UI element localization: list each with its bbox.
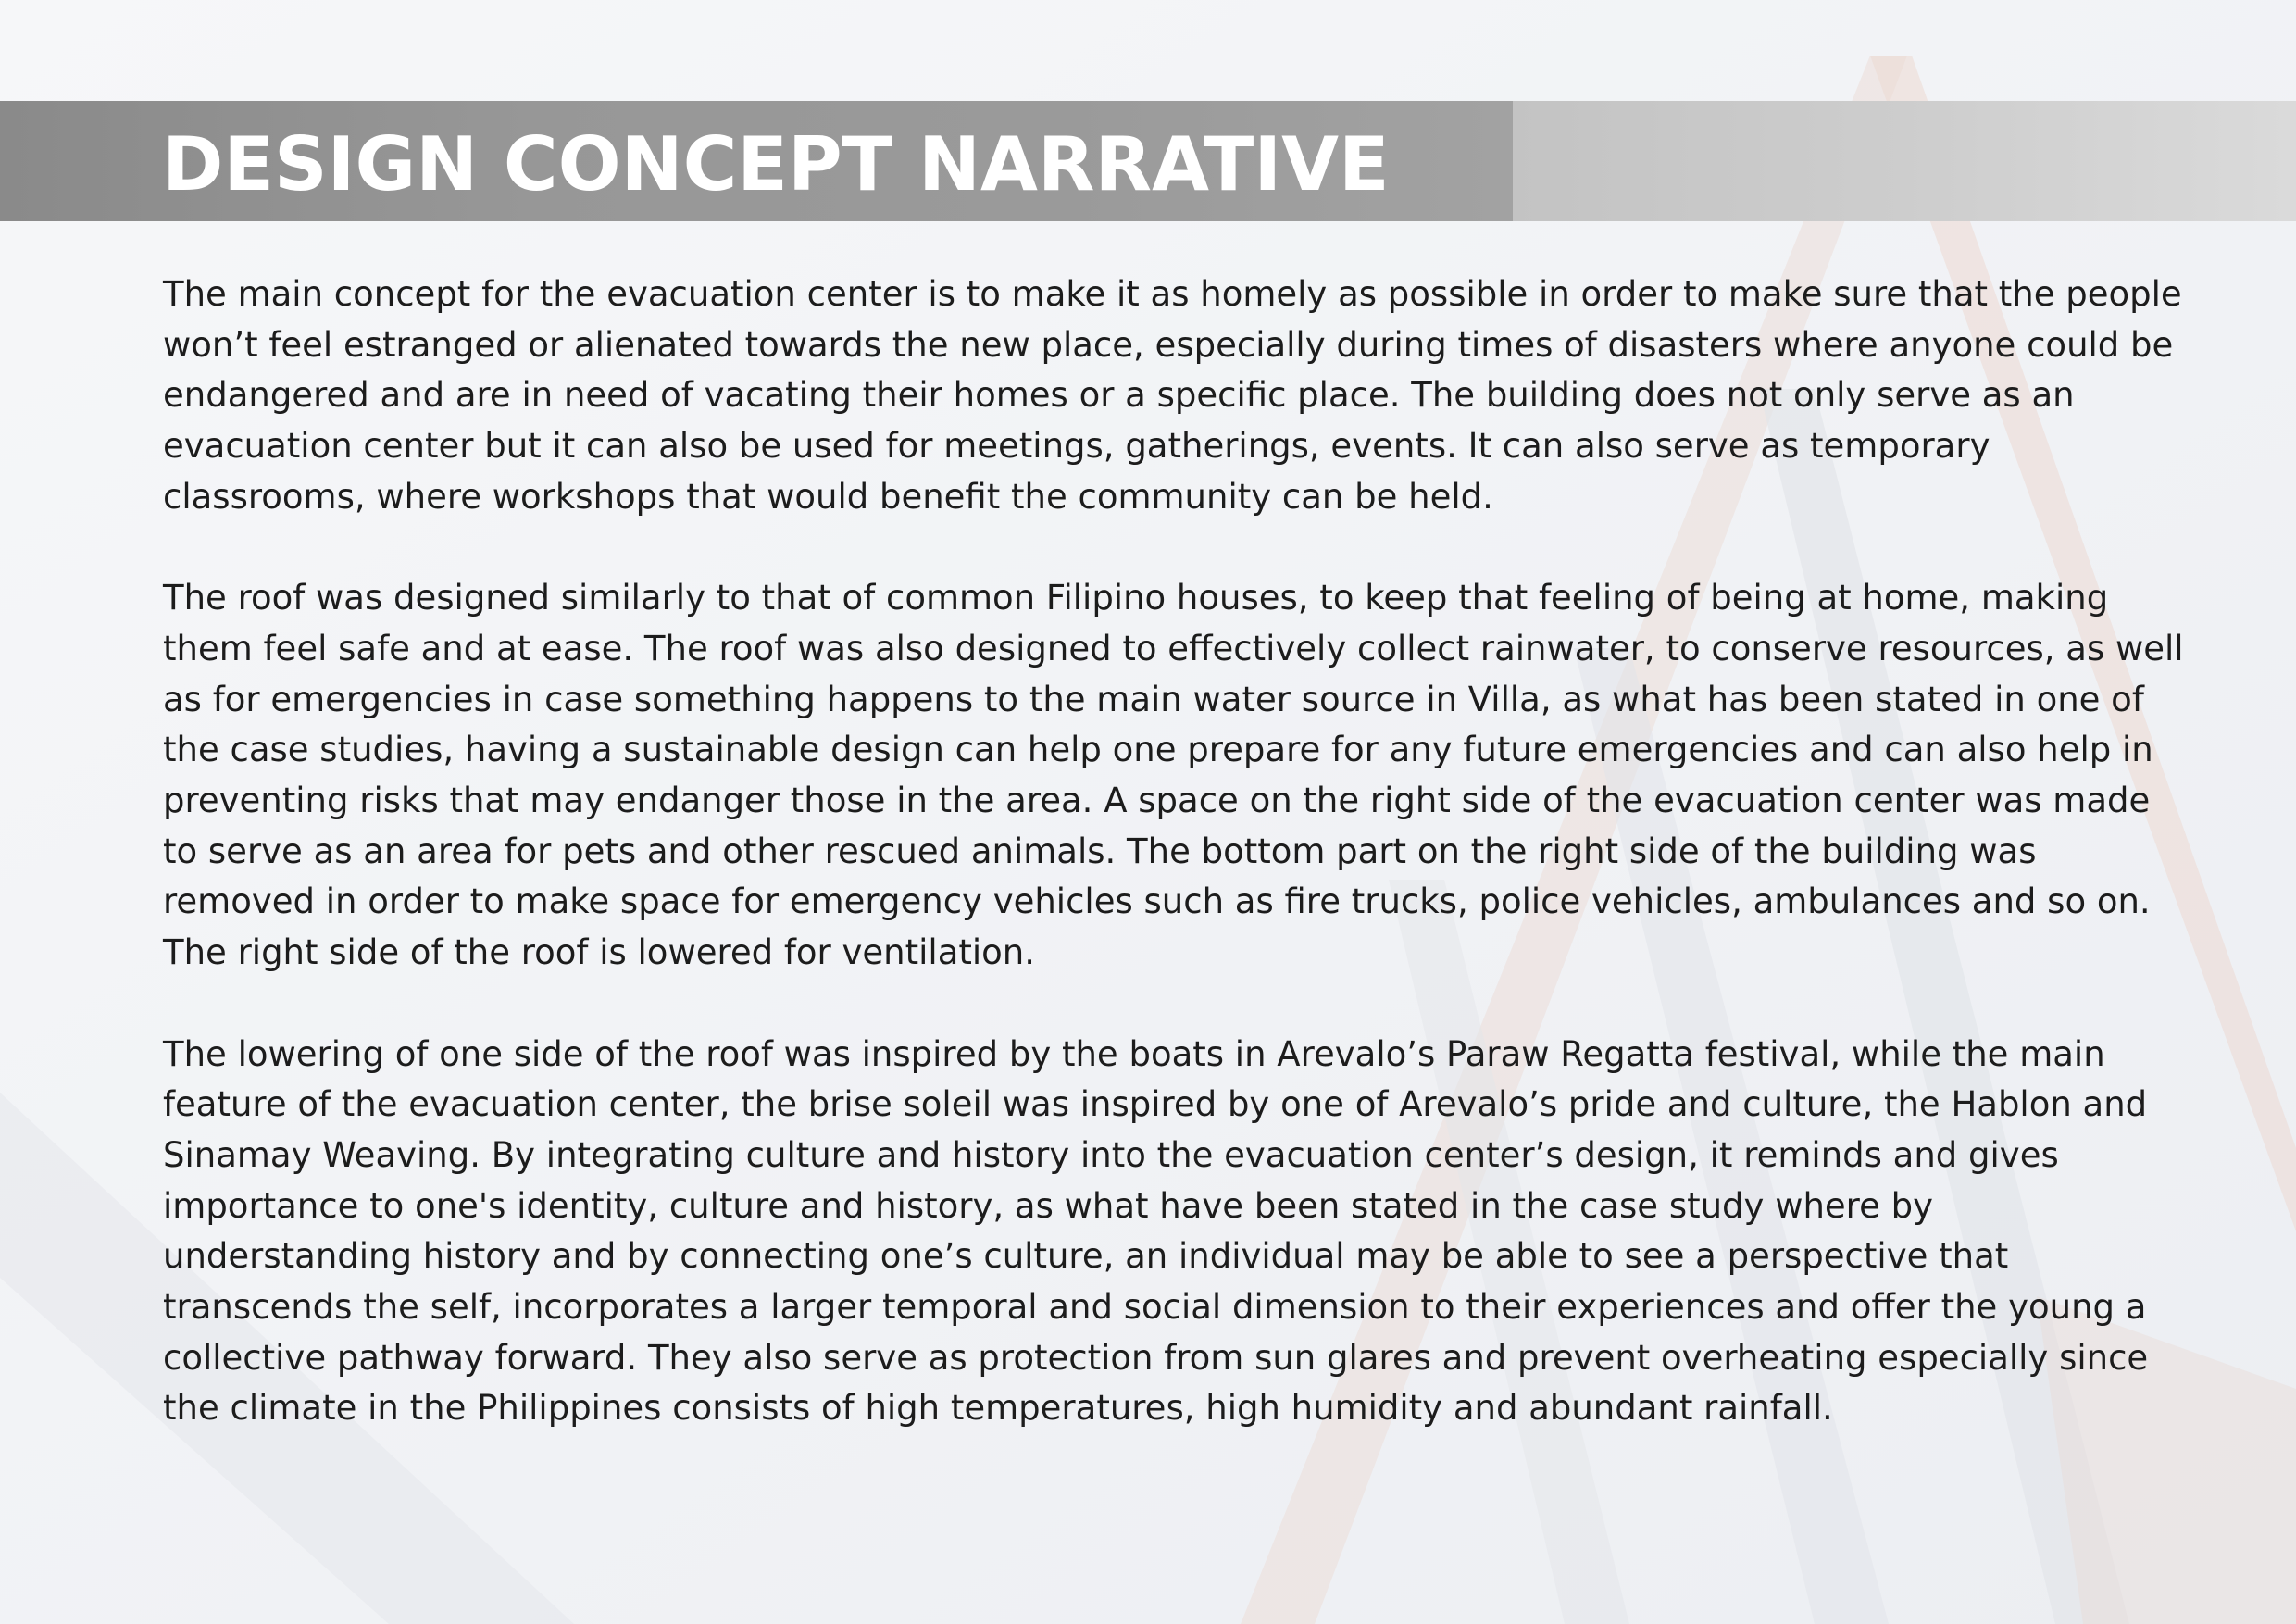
paragraph-concept: The main concept for the evacuation center is to make it as homely as possible in order to make sure that the people won’t feel estranged or alienated towards the new place, especially during times of disasters where anyone could be endangered and are in need of vacating their homes or a specific place. The building does not only serve as an evacuation center but it can also be used for meetings, gatherings, events. It can also serve as temporary classrooms, where workshops that would benefit the community can be held. <box>163 274 2182 517</box>
page-title: DESIGN CONCEPT NARRATIVE <box>162 121 1390 207</box>
narrative-body <box>163 269 2190 1434</box>
paragraph-roof: The roof was designed similarly to that of common Filipino houses, to keep that feeling of being at home, making them feel safe and at ease. The roof was also designed to effectively collect rainwater, to conserve resources, as well as for emergencies in case something happens to the main water source in Villa, as what has been stated in one of the case studies, having a sustainable design can help one prepare for any future emergencies and can also help in preventing risks that may endanger those in the area. A space on the right side of the evacuation center was made to serve as an area for pets and other rescued animals. The bottom part on the right side of the building was removed in order to make space for emergency vehicles such as fire trucks, police vehicles, ambulances and so on. The right side of the roof is lowered for ventilation. <box>163 578 2184 973</box>
title-band-light-section <box>1513 101 2296 221</box>
paragraph-culture: The lowering of one side of the roof was inspired by the boats in Arevalo’s Paraw Regatta festival, while the main feature of the evacuation center, the brise soleil was inspired by one of Arevalo’s pride and culture, the Hablon and Sinamay Weaving. By integrating culture and history into the evacuation center’s design, it reminds and gives importance to one's identity, culture and history, as what have been stated in the case study where by understanding history and by connecting one’s culture, an individual may be able to see a perspective that transcends the self, incorporates a larger temporal and social dimension to their experiences and offer the young a collective pathway forward. They also serve as protection from sun glares and prevent overheating especially since the climate in the Philippines consists of high temperatures, high humidity and abundant rainfall. <box>163 1033 2149 1429</box>
